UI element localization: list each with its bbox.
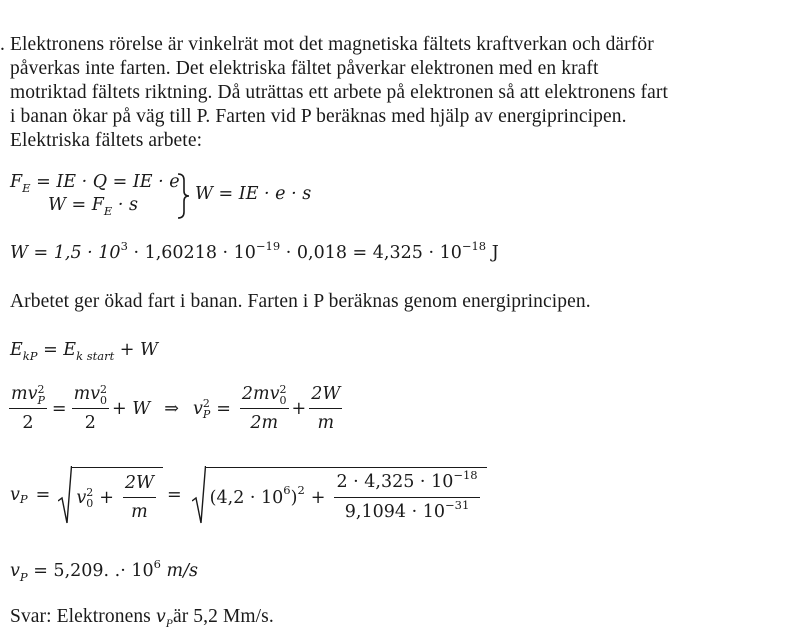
equation-velocity-result xyxy=(10,557,198,584)
numerator: 2mv xyxy=(241,384,280,404)
denominator: 2 xyxy=(84,413,96,433)
square-root-2 xyxy=(192,465,487,525)
numerator: 2W xyxy=(309,382,342,409)
right-brace-icon xyxy=(176,172,190,220)
equation-energy-principle xyxy=(10,340,158,363)
fraction xyxy=(123,471,156,524)
equation-work-numeric xyxy=(10,239,499,263)
denominator: 2 xyxy=(22,413,34,433)
paragraph-1-line-3: motriktad fältets riktning. Då uträttas ett arbete på elektronen så att elektronens fart xyxy=(10,82,669,103)
superscript: 2 xyxy=(86,485,94,499)
subscript: P xyxy=(202,407,211,421)
equation-work-result: W = IE · e · s xyxy=(195,184,312,204)
unit: m/s xyxy=(160,561,198,581)
equation-force-line xyxy=(10,172,180,195)
fraction xyxy=(240,382,289,435)
subscript: 0 xyxy=(86,496,94,510)
exponent: −19 xyxy=(255,239,281,253)
paragraph-1-line-2: påverkas inte farten. Det elektriska fältet påverkar elektronen med en kraft xyxy=(10,58,599,79)
plus-W: + W xyxy=(112,398,151,419)
equals-sign: = xyxy=(51,398,67,419)
fraction xyxy=(9,382,47,435)
exponent: 3 xyxy=(120,239,128,253)
superscript: 2 xyxy=(279,382,287,396)
answer-suffix: är 5,2 Mm/s. xyxy=(172,606,274,627)
fraction xyxy=(72,382,109,435)
plus-sign: + xyxy=(310,487,326,508)
equation-work-line xyxy=(48,195,138,218)
plus-W: + W xyxy=(114,340,158,360)
answer-prefix: Svar: Elektronens xyxy=(10,606,156,627)
paragraph-2: Arbetet ger ökad fart i banan. Farten i P beräknas genom energiprincipen. xyxy=(10,291,591,312)
work-expression: W = F xyxy=(48,195,104,215)
subscript-P: P xyxy=(165,618,173,630)
denominator: m xyxy=(317,413,335,433)
subscript-E: E xyxy=(103,204,113,218)
radical-sign-icon xyxy=(192,465,206,525)
exponent: 6 xyxy=(283,482,291,497)
symbol-v: v xyxy=(155,607,166,627)
numerator: mv xyxy=(73,384,101,404)
paren-close: ) xyxy=(290,487,298,508)
subscript-P: P xyxy=(19,492,28,506)
symbol-v: v xyxy=(10,485,20,505)
exponent: 6 xyxy=(153,557,161,571)
work-numeric-lhs: W = 1,5 · 10 xyxy=(10,243,121,263)
work-numeric-mid-1: · 1,60218 · 10 xyxy=(127,243,256,263)
implies-arrow-icon: ⇒ xyxy=(164,398,179,419)
subscript: P xyxy=(37,393,45,407)
equals-sign: = xyxy=(216,398,231,419)
subscript: 0 xyxy=(100,393,108,407)
equals-E: = E xyxy=(37,340,77,360)
plus-sign: + xyxy=(99,487,114,508)
exponent: −31 xyxy=(445,498,470,512)
equals-sign: = xyxy=(35,485,51,505)
radical-sign-icon xyxy=(58,465,72,525)
plus-sign: + xyxy=(291,398,307,419)
superscript: 2 xyxy=(37,382,45,396)
paragraph-1-line-1: . Elektronens rörelse är vinkelrät mot det magnetiska fältets kraftverkan och därför xyxy=(0,34,654,55)
exponent: −18 xyxy=(453,468,478,482)
numerator: mv xyxy=(11,384,38,404)
unit-joule: J xyxy=(486,243,499,263)
superscript: 2 xyxy=(100,382,108,396)
denominator: m xyxy=(131,502,148,522)
numerator: 2 · 4,325 · 10 xyxy=(336,472,454,492)
square-root-1 xyxy=(58,465,163,525)
paragraph-1-line-5: Elektriska fältets arbete: xyxy=(10,130,203,151)
exponent: 2 xyxy=(297,482,305,497)
term-initial-velocity: (4,2 · 10 xyxy=(209,487,284,508)
denominator: 9,1094 · 10 xyxy=(344,502,445,522)
velocity-value: = 5,209. .· 10 xyxy=(27,561,154,581)
paragraph-1-line-4: i banan ökar på väg till P. Farten vid P beräknas med hjälp av energiprincipen. xyxy=(10,106,627,127)
symbol-v: v xyxy=(76,487,87,508)
subscript: 0 xyxy=(279,393,287,407)
symbol-E: E xyxy=(10,340,23,360)
equation-kinetic-energy xyxy=(6,382,345,435)
equals-sign: = xyxy=(167,485,182,505)
symbol-v: v xyxy=(10,561,20,581)
superscript: 2 xyxy=(202,396,210,410)
fraction xyxy=(309,382,342,435)
subscript-kP: kP xyxy=(22,349,38,363)
numerator: 2W xyxy=(123,471,156,498)
denominator: 2m xyxy=(250,413,279,433)
symbol-F: F xyxy=(10,172,23,192)
force-expression: = IE · Q = IE · e xyxy=(30,172,180,192)
work-expression-rest: · s xyxy=(112,195,138,215)
subscript-P: P xyxy=(19,570,28,584)
exponent: −18 xyxy=(461,239,487,253)
subscript-E: E xyxy=(22,181,31,195)
work-numeric-mid-2: · 0,018 = 4,325 · 10 xyxy=(280,243,462,263)
fraction xyxy=(334,470,479,525)
answer-line xyxy=(10,605,274,631)
equation-velocity xyxy=(10,463,487,527)
subscript-k-start: k start xyxy=(76,349,115,363)
symbol-v: v xyxy=(192,398,203,419)
